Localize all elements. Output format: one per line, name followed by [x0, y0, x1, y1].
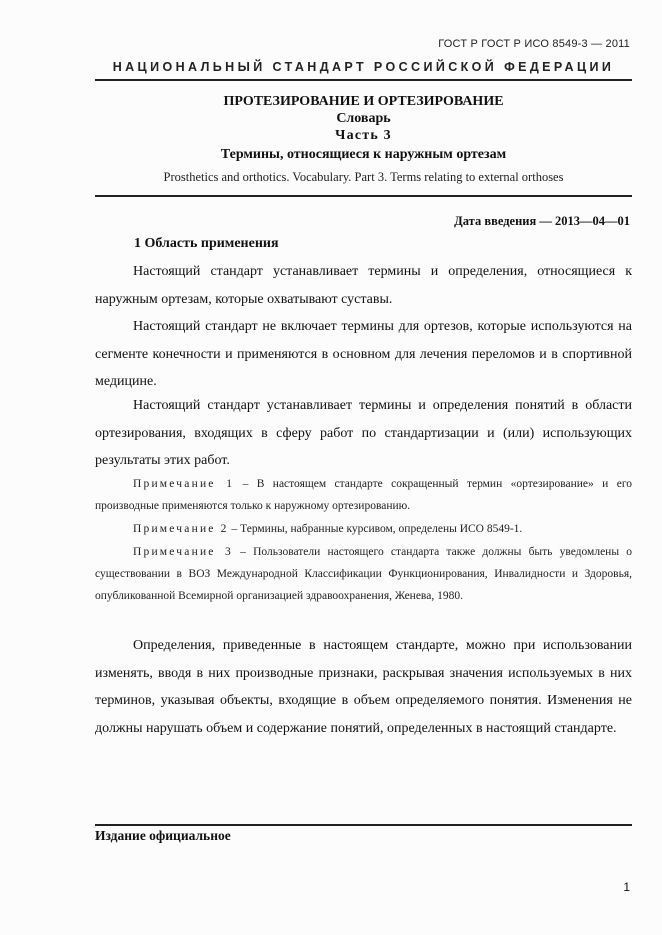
title-subject: Термины, относящиеся к наружным ортезам — [220, 147, 507, 162]
paragraph-3: Настоящий стандарт устанавливает термины и определения понятий в области ортезирования, входящих в сферу работ по стандартизации и (или) использующих результаты этих работ. — [95, 398, 632, 468]
header-rule — [95, 79, 632, 81]
footer-rule — [95, 824, 632, 826]
note-label: Примечание 1 — [133, 478, 235, 490]
title-vocabulary: Словарь — [336, 111, 391, 126]
title-main: ПРОТЕЗИРОВАНИЕ И ОРТЕЗИРОВАНИЕ — [223, 94, 504, 109]
title-english: Prosthetics and orthotics. Vocabulary. Part 3. Terms relating to external orthoses — [163, 170, 564, 184]
title-part: Часть 3 — [335, 128, 392, 143]
document-code: ГОСТ Р ГОСТ Р ИСО 8549-3 — 2011 — [438, 38, 630, 50]
paragraph-4: Определения, приведенные в настоящем стандарте, можно при использовании изменять, вводя в них производные признаки, раскрывая значения используемых в них терминов, указывая объекты, входящие в объем определяемого понятия. Изменения не должны нарушать объем и содержание понятий, определенных в настоящий стандарте. — [95, 638, 632, 736]
page-number: 1 — [623, 880, 630, 894]
note-3 — [95, 541, 632, 607]
note-1 — [95, 473, 632, 517]
note-text: – В настоящем стандарте сокращенный термин «ортезирование» и его производные применяются только к наружному ортезированию. — [95, 478, 632, 512]
note-2 — [95, 518, 632, 540]
paragraph-1: Настоящий стандарт устанавливает термины и определения, относящиеся к наружным ортезам, которые охватывают суставы. — [95, 264, 632, 307]
note-label: Примечание 2 — [133, 523, 229, 535]
note-text: – Пользователи настоящего стандарта также должны быть уведомлены о существовании в ВОЗ Международной Классификации Функционирования, Инвалидности и Здоровья, опубликованной Всемирной организацией здравоохранения, Женева, 1980. — [95, 546, 632, 602]
national-standard-banner: НАЦИОНАЛЬНЫЙ СТАНДАРТ РОССИЙСКОЙ ФЕДЕРАЦИИ — [112, 60, 615, 74]
note-label: Примечание 3 — [133, 546, 233, 558]
official-edition: Издание официальное — [95, 828, 231, 843]
paragraph-2: Настоящий стандарт не включает термины для ортезов, которые используются на сегменте конечности и применяются в основном для лечения переломов и в спортивной медицине. — [95, 319, 632, 389]
note-text: – Термины, набранные курсивом, определены ИСО 8549-1. — [228, 523, 523, 535]
title-rule — [95, 195, 632, 197]
introduction-date: Дата введения — 2013—04—01 — [454, 214, 630, 228]
section-heading: 1 Область применения — [134, 236, 279, 251]
